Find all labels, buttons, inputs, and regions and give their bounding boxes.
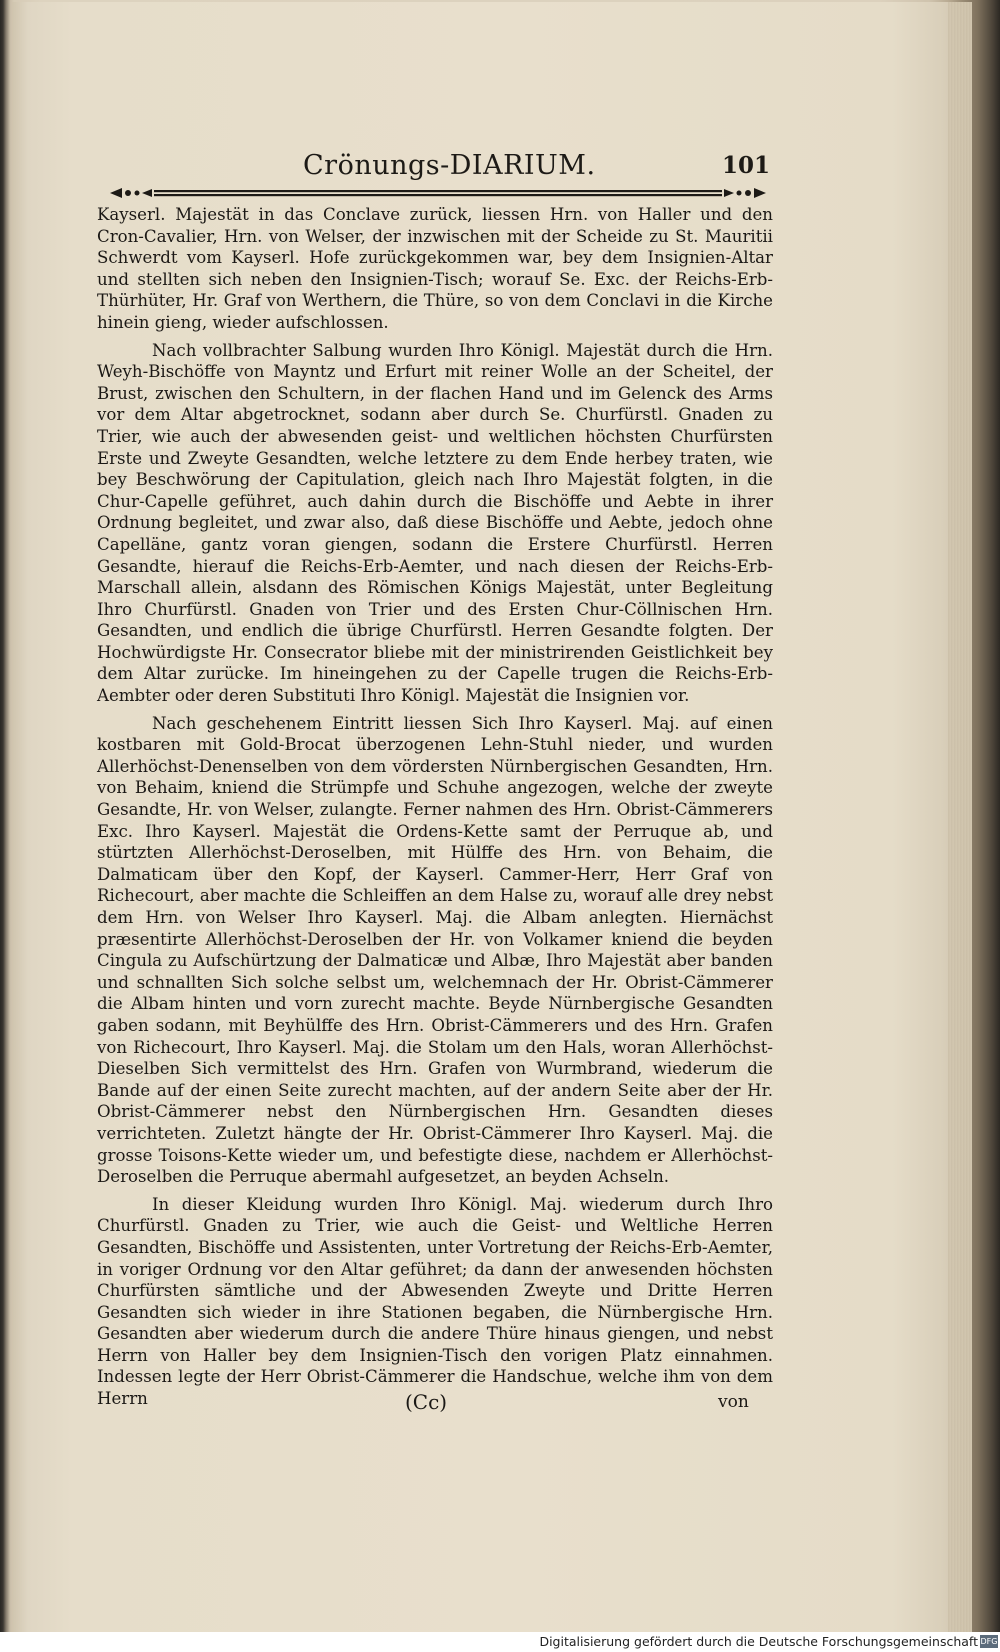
signature-mark: (Cc) xyxy=(405,1390,448,1414)
catchword: von xyxy=(718,1392,749,1412)
digitization-credit: Digitalisierung gefördert durch die Deutsche Forschungsgemeinschaft xyxy=(539,1634,978,1649)
paragraph: Nach geschehenem Eintritt liessen Sich Ihro Kayserl. Maj. auf einen kostbaren mit Gold-Brocat überzogenen Lehn-Stuhl nieder, und wurden Allerhöchst-Denenselben von dem vördersten Nürnbergischen Gesandten, Hrn. von Behaim, kniend die Strümpfe und Schuhe angezogen, welche der zweyte Gesandte, Hr. von Welser, zulangte. Ferner nahmen des Hrn. Obrist-Cämmerers Exc. Ihro Kayserl. Majestät die Ordens-Kette samt der Perruque ab, und stürtzten Allerhöchst-Deroselben, mit Hülffe des Hrn. von Behaim, die Dalmaticam über den Kopf, der Kayserl. Cammer-Herr, Herr Graf von Richecourt, aber machte die Schleiffen an dem Halse zu, worauf alle drey nebst dem Hrn. von Welser Ihro Kayserl. Maj. die Albam anlegten. Hiernächst præsentirte Allerhöchst-Deroselben der Hr. von Volkamer kniend die beyden Cingula zu Aufschürtzung der Dalmaticæ und Albæ, Ihro Majestät aber banden und schnallten Sich solche selbst um, welchemnach der Hr. Obrist-Cämmerer die Albam hinten und vorn zurecht machte. Beyde Nürnbergische Gesandten gaben sodann, mit Beyhülffe des Hrn. Obrist-Cämmerers und des Hrn. Grafen von Richecourt, Ihro Kayserl. Maj. die Stolam um den Hals, woran Allerhöchst-Dieselben Sich vermittelst des Hrn. Grafen von Wurmbrand, wiederum die Bande auf der einen Seite zurecht machten, auf der andern Seite aber der Hr. Obrist-Cämmerer nebst den Nürnbergischen Hrn. Gesandten dieses verrichteten. Zuletzt hängte der Hr. Obrist-Cämmerer Ihro Kayserl. Maj. die grosse Toisons-Kette wieder um, und befestigte diese, nachdem er Allerhöchst-Deroselben die Perruque abermahl aufgesetzet, an beyden Achseln. xyxy=(97,713,773,1187)
running-head: Crönungs-DIARIUM. xyxy=(303,150,596,181)
paragraph: In dieser Kleidung wurden Ihro Königl. Maj. wiederum durch Ihro Churfürstl. Gnaden zu Trier, wie auch die Geist- und Weltliche Herren Gesandten, Bischöffe und Assistenten, unter Vortretung der Reichs-Erb-Aemter, in voriger Ordnung vor den Altar geführet; da dann der anwesenden höchsten Churfürsten sämtliche und der Abwesenden Zweyte und Dritte Herren Gesandten sich wieder in ihre Stationen begaben, die Nürnbergische Hrn. Gesandten aber wiederum durch die andere Thüre hinaus giengen, und nebst Herrn von Haller bey dem Insignien-Tisch den vorigen Platz einnahmen. Indessen legte der Herr Obrist-Cämmerer die Handschue, welche ihm von dem Herrn xyxy=(97,1194,773,1409)
ornamental-rule xyxy=(108,185,768,201)
page-number: 101 xyxy=(722,152,771,179)
footer-bar xyxy=(0,1632,1000,1652)
paragraph: Kayserl. Majestät in das Conclave zurück, liessen Hrn. von Haller und den Cron-Cavalier, Hrn. von Welser, der inzwischen mit der Scheide zu St. Mauritii Schwerdt vom Kayserl. Hofe zurückgekommen war, bey dem Insignien-Altar und stellten sich neben den Insignien-Tisch; worauf Se. Exc. der Reichs-Erb-Thürhüter, Hr. Graf von Werthern, die Thüre, so von dem Conclavi in die Kirche hinein gieng, wieder aufschlossen. xyxy=(97,205,773,332)
paragraph: Nach vollbrachter Salbung wurden Ihro Königl. Majestät durch die Hrn. Weyh-Bischöffe von Mayntz und Erfurt mit reiner Wolle an der Scheitel, der Brust, zwischen den Schultern, in der flachen Hand und im Gelenck des Arms vor dem Altar abgetrocknet, sodann aber durch Se. Churfürstl. Gnaden zu Trier, wie auch der abwesenden geist- und weltlichen höchsten Churfürsten Erste und Zweyte Gesandten, welche letztere zu dem Ende herbey traten, wie bey Beschwörung der Capitulation, gleich nach Ihro Majestät folgten, in die Chur-Capelle geführet, auch dahin durch die Bischöffe und Aebte in ihrer Ordnung begleitet, und zwar also, daß diese Bischöffe und Aebte, jedoch ohne Capelläne, gantz voran giengen, sodann die Erstere Churfürstl. Herren Gesandte, hierauf die Reichs-Erb-Aemter, und nach diesen der Reichs-Erb-Marschall allein, alsdann des Römischen Königs Majestät, unter Begleitung Ihro Churfürstl. Gnaden von Trier und des Ersten Chur-Cöllnischen Hrn. Gesandten, und endlich die übrige Churfürstl. Herren Gesandte folgten. Der Hochwürdigste Hr. Consecrator bliebe mit der ministrirenden Geistlichkeit bey dem Altar zurücke. Im hineingehen zu der Capelle trugen die Reichs-Erb-Aembter oder deren Substituti Ihro Königl. Majestät die Insignien vor. xyxy=(97,340,773,706)
body-text xyxy=(97,204,773,1410)
dfg-logo: DFG xyxy=(980,1637,998,1646)
page-edges xyxy=(948,2,972,1632)
